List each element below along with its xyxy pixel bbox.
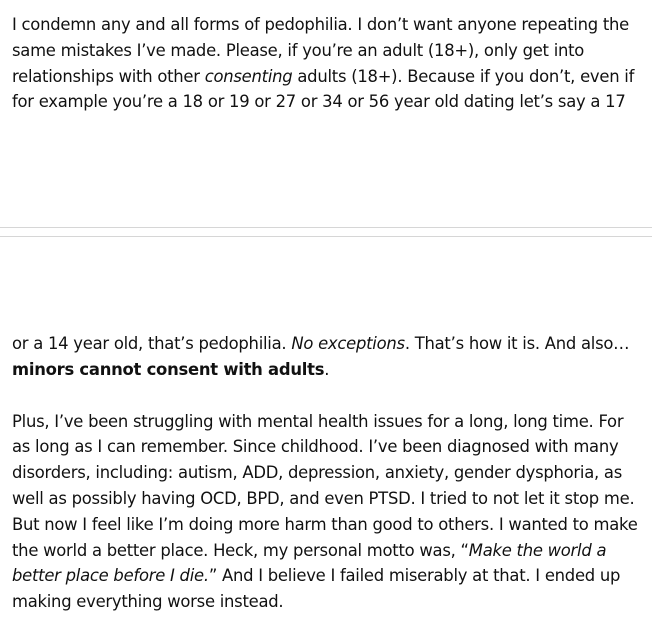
text-segment: adults (18+). Because if you don’t, even if for example you’re a 18 or 19 or 27 or 34 or 56 year old dating let’s say a 17 xyxy=(12,66,635,112)
bold-minors-cannot-consent: minors cannot consent with adults xyxy=(12,359,325,379)
text-segment: I condemn any and all forms of pedophilia. I don’t want anyone repeating the same mistakes I’ve made. Please, if you’re an adult (18+), only get into relationships with other xyxy=(12,15,629,86)
page-break-line-bottom xyxy=(0,236,652,237)
paragraph-2 xyxy=(12,409,642,615)
text-segment: or a 14 year old, that’s pedophilia. xyxy=(12,334,292,353)
text-segment: . xyxy=(324,359,330,379)
paragraph-1-end xyxy=(12,331,642,383)
emphasis-consenting: consenting xyxy=(204,66,293,86)
text-block-bottom xyxy=(12,331,642,615)
emphasis-motto: Make the world a better place before I die. xyxy=(12,540,607,586)
text-segment: ” And I believe I failed miserably at that. I ended up making everything worse instead. xyxy=(12,566,621,612)
page-break-line-top xyxy=(0,227,652,228)
text-segment: Plus, I’ve been struggling with mental health issues for a long, long time. For as long as I can remember. Since childhood. I’ve been diagnosed with many disorders, including: autism, ADD, depression, anxiety, gender dysphoria, as well as possibly having OCD, BPD, and even PTSD. I tried to not let it stop me. But now I feel like I’m doing more harm than good to others. I wanted to make the world a better place. Heck, my personal motto was, “ xyxy=(12,411,638,560)
paragraph-1-start xyxy=(12,12,642,115)
text-block-top xyxy=(12,12,642,115)
emphasis-no-exceptions: No exceptions xyxy=(291,334,405,353)
text-segment: . That’s how it is. And also… xyxy=(404,334,630,353)
